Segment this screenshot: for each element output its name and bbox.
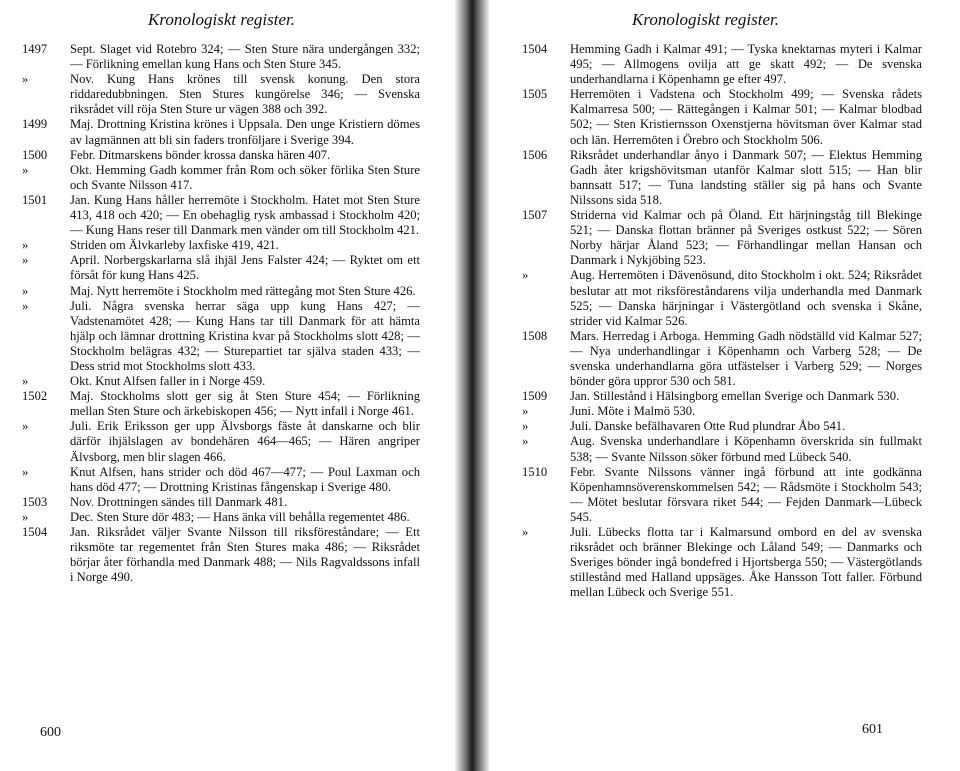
entry-year: » [22,298,29,313]
entry-year: » [22,238,29,253]
entry-year: » [522,434,529,449]
register-entry [22,465,420,495]
register-entry [522,465,922,525]
left-running-head: Kronologiskt register. [148,10,296,29]
entry-text: Aug. Herremöten i Dävenösund, dito Stockholm i okt. 524; Riksrådet beslutar att mot riksföreståndarens vilja underhandla med Danmark 525; — Danska härjningar i Västergötland och svenska i Skåne, strider vid Kalmar 526. [570,268,922,328]
entry-year: » [22,162,29,177]
entry-year: 1507 [522,208,548,223]
register-entry [22,495,420,510]
entry-text: Juli. Erik Eriksson ger upp Älvsborgs fäste åt danskarne och blir därför ihjälslagen av bondehären 464—465; — Hären angriper Älvsborg, men blir slagen 466. [70,419,420,464]
register-entry [22,148,420,163]
entry-year: 1504 [522,42,548,56]
entry-year: » [22,374,29,389]
entry-text: Jan. Kung Hans håller herremöte i Stockholm. Hatet mot Sten Sture 413, 418 och 420; — En obehaglig rysk ambassad i Stockholm 420; — Kung Hans reser till Danmark men vänder om till Stockholm 421. [70,192,420,238]
register-entry [522,268,922,328]
entry-text: Febr. Svante Nilssons vänner ingå förbund att inte godkänna Köpenhamnsöverenskommelsen 542; — Rådsmöte i Stockholm 543; — Mötet beslutar försvara riket 544; — Fejden Danmark—Lübeck 545. [570,464,922,524]
register-entry [22,193,420,238]
entry-text: Dec. Sten Sture dör 483; — Hans änka vill behålla regementet 486. [70,509,410,524]
entry-text: Juni. Möte i Malmö 530. [570,404,696,419]
register-entry [522,87,922,147]
register-entry [22,389,420,419]
register-entry [22,72,420,117]
entry-text: Jan. Riksrådet väljer Svante Nilsson till riksföreståndare; — Ett riksmöte tar regementet från Sten Stures maka 486; — Riksrådet börjar åter förhandla med Danmark 488; — Nils Ragvaldssons infall i Norge 490. [70,525,420,585]
entry-year: 1502 [22,389,48,404]
entry-text: Aug. Svenska underhandlare i Köpenhamn överskrida sin fullmakt 538; — Svante Nilsson söker förbund med Lübeck 540. [570,434,922,464]
register-entry [22,253,420,283]
register-entry [522,419,922,434]
entry-year: 1499 [22,117,48,132]
entry-year: 1508 [522,328,548,343]
register-entry [22,525,420,585]
register-entry [522,434,922,464]
register-entry [522,148,922,208]
right-page-number: 601 [862,722,883,737]
right-running-head: Kronologiskt register. [632,10,780,29]
entry-text: April. Norbergskarlarna slå ihjäl Jens Falster 424; — Ryktet om ett försåt för kung Hans 425. [70,253,420,283]
entry-year: » [522,268,529,283]
register-entry [22,163,420,193]
entry-text: Nov. Kung Hans krönes till svensk konung. Den stora riddaredubbningen. Sten Stures kungörelse 346; — Svenska riksrådet vill röja Sten Sture ur vägen 388 och 392. [70,72,420,117]
left-entries [22,42,420,585]
entry-year: 1501 [22,192,48,207]
entry-year: » [22,253,29,268]
entry-text: Maj. Nytt herremöte i Stockholm med rättegång mot Sten Sture 426. [70,283,416,298]
entry-text: Mars. Herredag i Arboga. Hemming Gadh nödställd vid Kalmar 527; — Nya underhandlingar i Köpenhamn och Varberg 528; — De svenska underhandlarna göra utfästelser i Varberg 529; — Norges bönder göra uppror 530 och 581. [570,328,922,389]
entry-text: Okt. Hemming Gadh kommer från Rom och söker förlika Sten Sture och Svante Nilsson 417. [70,162,420,192]
register-entry [522,389,922,404]
entry-text: Juli. Några svenska herrar säga upp kung Hans 427; — Vadstenamötet 428; — Kung Hans tar till Danmark för att hämta hjälp och lämnar drottning Kristina kvar på Stockholms slott 428; — Stockholm belägras 432; — Sturepartiet tar själva staden 433; — Dess strid mot Stockholms slott 433. [70,298,420,373]
entry-year: » [22,419,29,434]
entry-text: Herremöten i Vadstena och Stockholm 499; — Svenska rådets Kalmarresa 500; — Rättegången i Kalmar 501; — Kalmar blodbad 502; — Sten Kristiernsson Oxenstjerna hövitsman över Kalmar stad och län. Herremöten i Örebro och Stockholm 506. [570,87,922,147]
entry-year: 1509 [522,389,548,404]
left-page [0,0,458,771]
entry-year: 1500 [22,147,48,162]
register-entry [22,284,420,299]
register-entry [22,299,420,374]
register-entry [22,510,420,525]
entry-text: Hemming Gadh i Kalmar 491; — Tyska knektarnas myteri i Kalmar 495; — Allmogens ovilja att ge skatt 492; — De svenska underhandlarna i Köpenhamn ge efter 497. [570,42,922,87]
register-entry [522,42,922,87]
entry-year: 1506 [522,147,548,162]
register-entry [522,404,922,419]
entry-text: Jan. Stillestånd i Hälsingborg emellan Sverige och Danmark 530. [570,389,900,404]
entry-year: » [22,72,29,87]
entry-text: Juli. Lübecks flotta tar i Kalmarsund ombord en del av svenska riksrådet och bränner Blekinge och Låland 549; — Danmarks och Sveriges bönder ingå bondefred i Hjortsberga 550; — Västergötlands stillestånd med Halland uppsäges. Åke Hansson Tott faller. Förbund mellan Lübeck och Sverige 551. [570,525,922,600]
register-entry [22,238,420,253]
entry-year: » [22,283,29,298]
entry-year: » [522,404,529,419]
entry-text: Juli. Danske befälhavaren Otte Rud plundrar Åbo 541. [570,419,846,434]
register-entry [22,117,420,147]
left-page-number: 600 [40,725,61,740]
register-entry [522,329,922,389]
right-page [492,0,960,771]
entry-year: » [522,525,529,539]
entry-year: » [22,464,29,479]
right-entries [522,42,922,600]
entry-text: Knut Alfsen, hans strider och död 467—477; — Poul Laxman och hans död 477; — Drottning Kristinas fångenskap i Sverige 480. [70,464,420,494]
register-entry [22,374,420,389]
entry-text: Nov. Drottningen sändes till Danmark 481. [70,494,288,509]
entry-year: » [22,509,29,524]
entry-text: Maj. Drottning Kristina krönes i Uppsala. Den unge Kristiern dömes av lagmännen att bli sin faders tronföljare i Sverige 394. [70,117,420,147]
entry-text: Striden om Älvkarleby laxfiske 419, 421. [70,238,279,253]
entry-year: 1497 [22,42,48,56]
entry-year: » [522,419,529,434]
register-entry [22,42,420,72]
entry-year: 1510 [522,464,548,479]
entry-text: Sept. Slaget vid Rotebro 324; — Sten Sture nära undergången 332; — Förlikning emellan kung Hans och Sten Sture 345. [70,42,420,72]
entry-year: 1503 [22,494,48,509]
entry-year: 1504 [22,525,48,539]
entry-text: Febr. Ditmarskens bönder krossa danska hären 407. [70,147,331,162]
entry-text: Striderna vid Kalmar och på Öland. Ett härjningståg till Blekinge 521; — Danska flottan bränner på Sveriges ostkust 522; — Sören Norby härjar Åland 523; — Förhandlingar mellan Hansan och Danmark i Nykjöbing 523. [570,208,922,268]
register-entry [22,419,420,464]
book-gutter [455,0,489,771]
register-entry [522,525,922,600]
entry-text: Maj. Stockholms slott ger sig åt Sten Sture 454; — Förlikning mellan Sten Sture och ärkebiskopen 456; — Nytt infall i Norge 461. [70,389,420,419]
entry-text: Okt. Knut Alfsen faller in i Norge 459. [70,374,266,389]
register-entry [522,208,922,268]
entry-text: Riksrådet underhandlar ånyo i Danmark 507; — Elektus Hemming Gadh åter krigshövitsman utanför Kalmar slott 515; — Han blir bannsatt 517; — Tuna landsting ställer sig på hans och Svante Nilssons sida 518. [570,147,922,207]
entry-year: 1505 [522,87,548,102]
